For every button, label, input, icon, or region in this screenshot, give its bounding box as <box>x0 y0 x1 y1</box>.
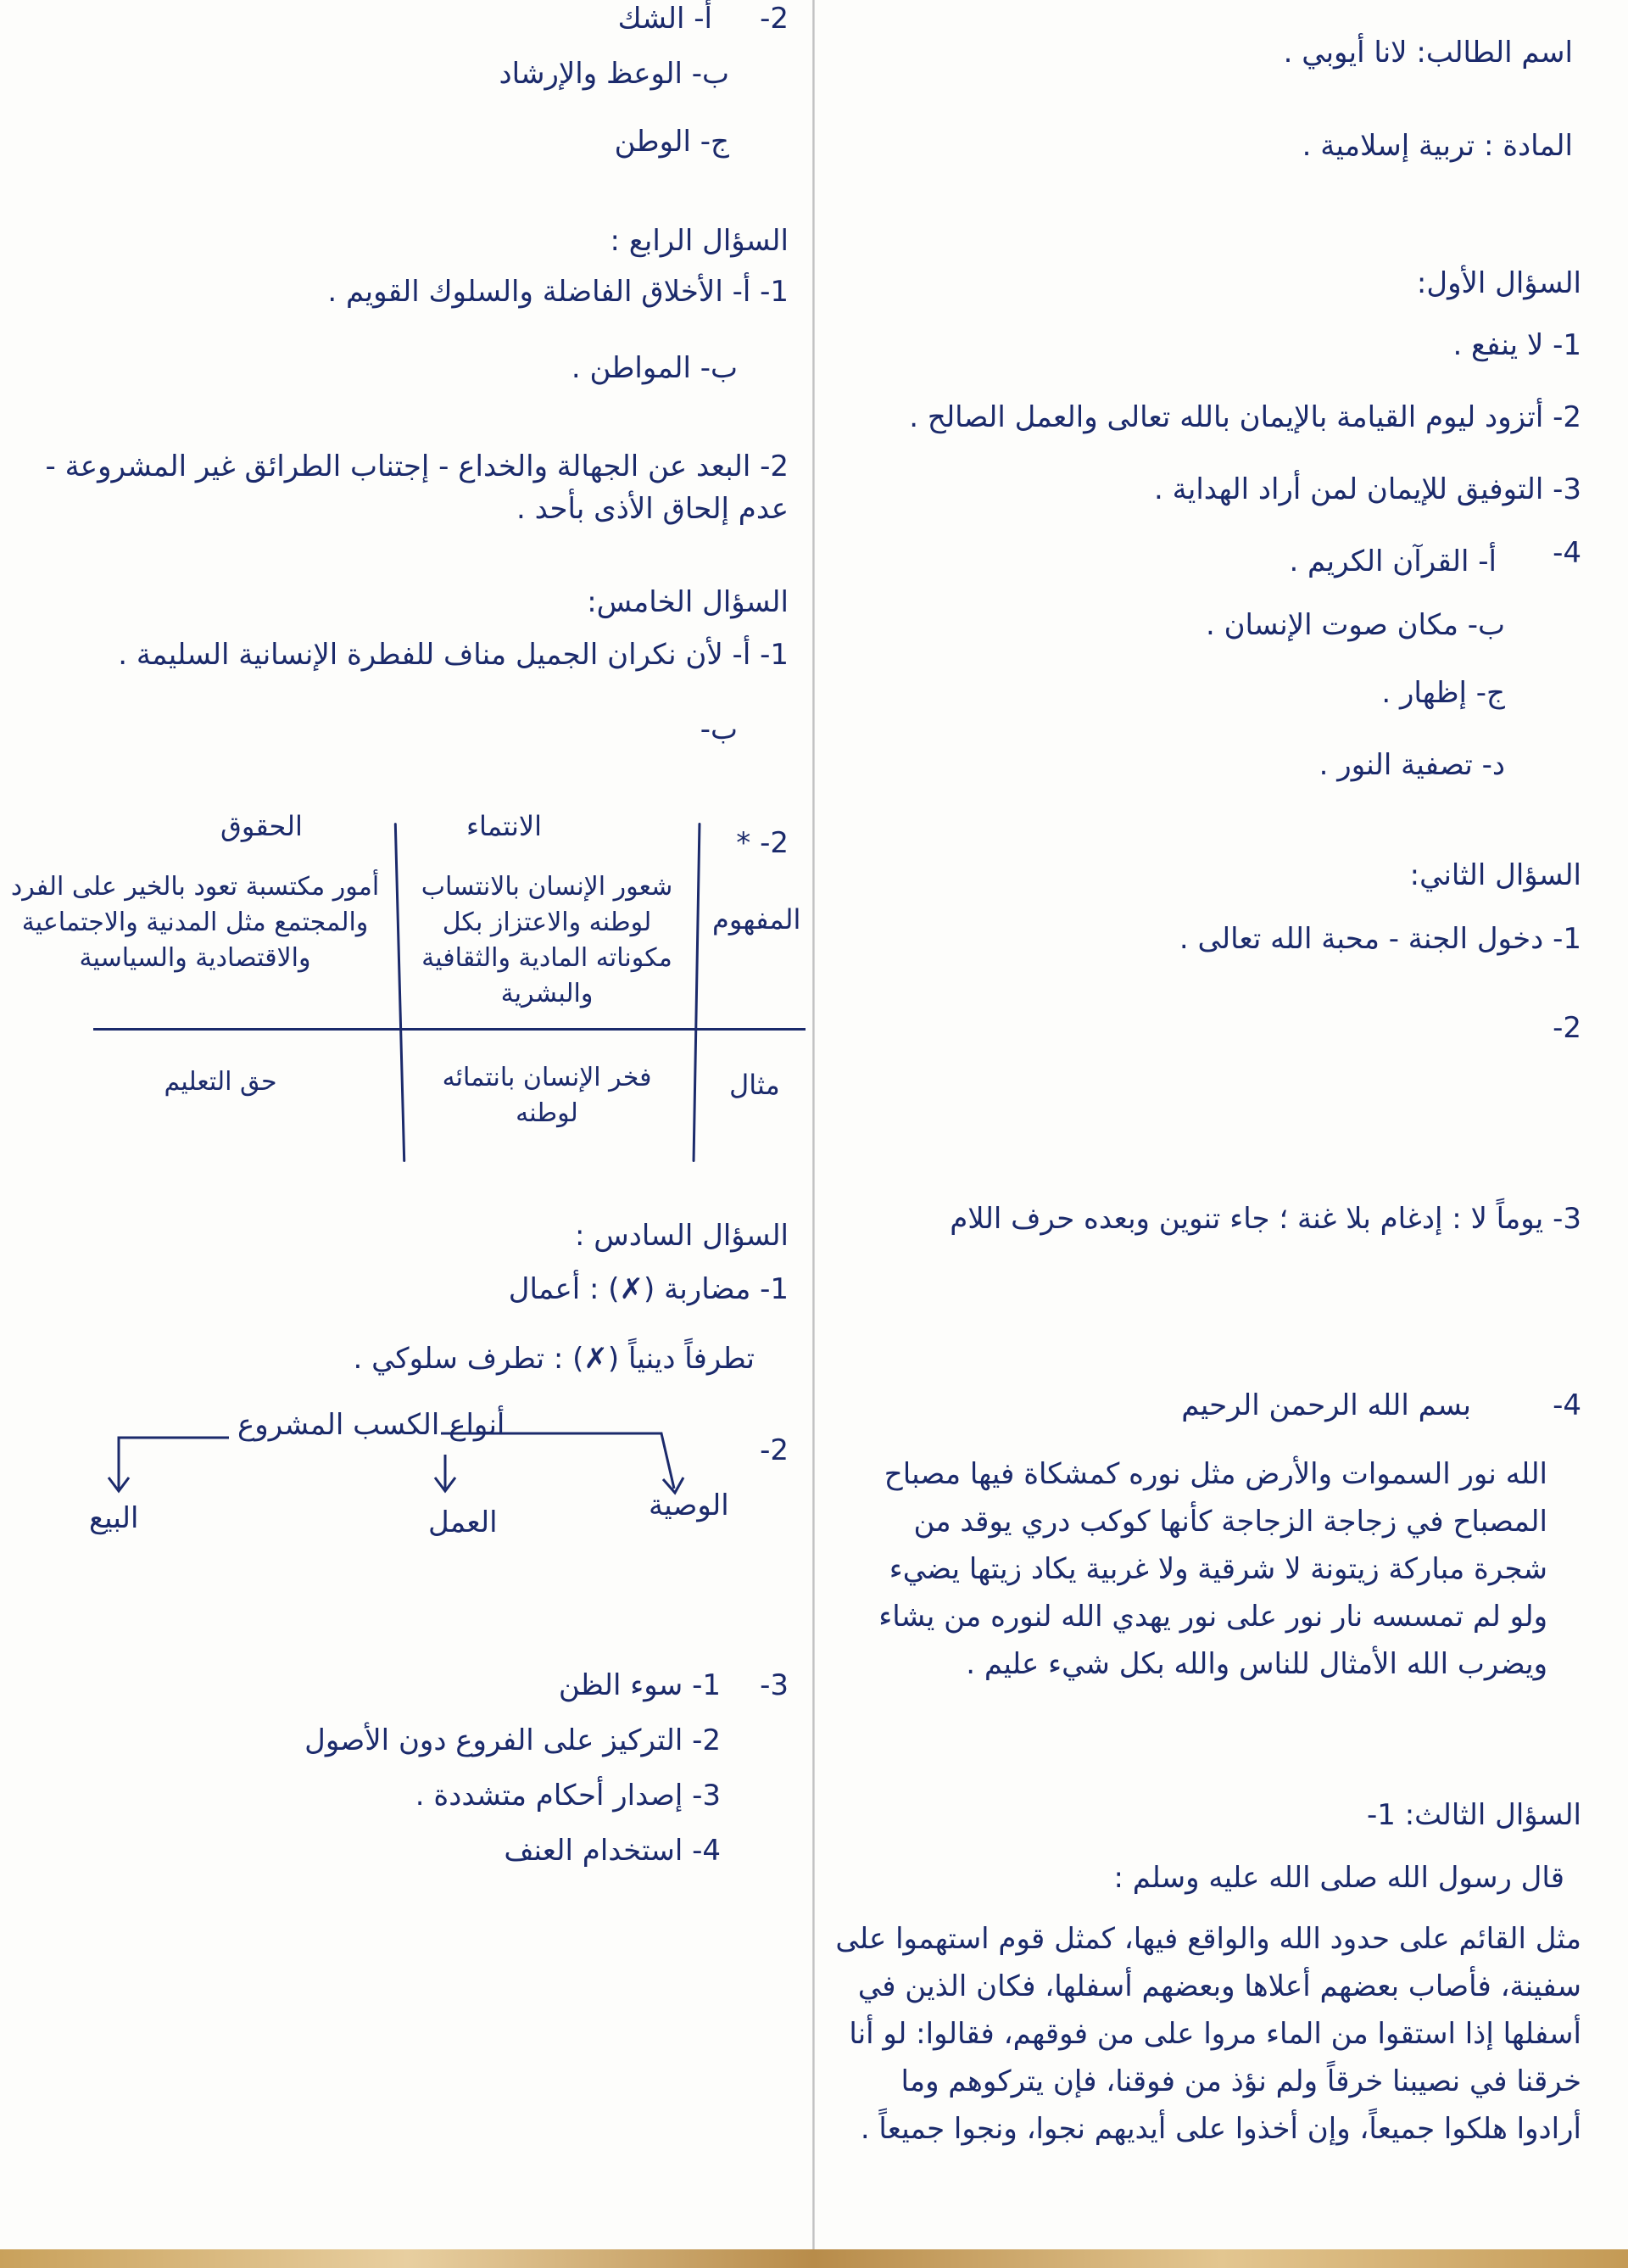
table-header-rights: الحقوق <box>220 810 303 842</box>
q4-title: السؤال الرابع : <box>610 224 789 258</box>
q6-answer-3-label: 3- <box>760 1668 789 1702</box>
q6-title: السؤال السادس : <box>574 1219 789 1253</box>
q5-answer-2-label: 2- * <box>736 826 789 860</box>
q1-answer-4c: ج- إظهار . <box>1381 676 1505 710</box>
table-cell-concept-rights: أمور مكتسبة تعود بالخير على الفرد والمجتمع مثل المدنية والاجتماعية والاقتصادية والسياسية <box>10 872 380 973</box>
q6-answer-1-line2: تطرفاً دينياً (✗) : تطرف سلوكي . <box>353 1342 755 1376</box>
q4-answer-1b: ب- المواطن . <box>571 351 738 385</box>
q6-answer-3-item-4: 4- استخدام العنف <box>504 1834 721 1868</box>
q1-answer-4b: ب- مكان صوت الإنسان . <box>1205 608 1505 642</box>
table-cell-concept-belonging: شعور الإنسان بالانتساب لوطنه والاعتزاز بكل مكوناته المادية والثقافية والبشرية <box>421 872 673 1008</box>
q5-answer-1a: 1- أ- لأن نكران الجميل مناف للفطرة الإنسانية السليمة . <box>118 638 789 672</box>
quran-verse: الله نور السموات والأرض مثل نوره كمشكاة فيها مصباح المصباح في زجاجة الزجاجة كأنها كوكب دري يوقد من شجرة مباركة زيتونة لا شرقية ولا غربية يكاد زيتها يضيء ولو لم تمسسه نار نور على نور يهدي الله لنوره من يشاء ويضرب الله الأمثال للناس والله بكل شيء عليم . <box>878 1457 1547 1681</box>
q6-answer-1-line1: 1- مضاربة (✗) : أعمال <box>508 1272 789 1306</box>
q6-answer-3-item-3: 3- إصدار أحكام متشددة . <box>415 1779 721 1813</box>
table-cell-example-belonging: فخر الإنسان بانتمائه لوطنه <box>442 1063 652 1128</box>
q6-answer-3-item-2: 2- التركيز على الفروع دون الأصول <box>304 1723 721 1757</box>
q4-answer-1a: 1- أ- الأخلاق الفاضلة والسلوك القويم . <box>327 275 789 309</box>
q3-title: السؤال الثالث: 1- <box>1366 1798 1581 1832</box>
q3-answer-2c: ج- الوطن <box>614 125 729 159</box>
lawful-earning-tree <box>8 1408 806 1552</box>
q3-answer-2a: أ- الشك <box>617 2 712 36</box>
q6-answer-3-item-1: 1- سوء الظن <box>558 1668 721 1702</box>
basmala: بسم الله الرحمن الرحيم <box>1181 1388 1471 1422</box>
q3-answer-2-label: 2- <box>760 2 789 36</box>
subject-name: المادة : تربية إسلامية . <box>1302 129 1573 163</box>
hadith-intro: قال رسول الله صلى الله عليه وسلم : <box>1113 1861 1564 1895</box>
table-divider-horizontal <box>93 1028 806 1031</box>
tree-leaf-work: العمل <box>428 1505 498 1539</box>
hadith-text: مثل القائم على حدود الله والواقع فيها، كمثل قوم استهموا على سفينة، فأصاب بعضهم أعلاها وبعضهم أسفلها، فكان الذين في أسفلها إذا استقوا من الماء مروا على من فوقهم، فقالوا: لو أنا خرقنا في نصيبنا خرقاً ولم نؤذ من فوقنا، فإن يتركوهم وما أرادوا هلكوا جميعاً، وإن أخذوا على أيديهم نجوا، ونجوا جميعاً . <box>835 1922 1581 2146</box>
q2-answer-4-label: 4- <box>1553 1388 1581 1422</box>
paper-edge <box>0 2249 1628 2268</box>
q1-answer-3: 3- التوفيق للإيمان لمن أراد الهداية . <box>1154 472 1581 506</box>
column-divider <box>812 0 815 2268</box>
table-divider-vertical-2 <box>693 823 701 1162</box>
q5-title: السؤال الخامس: <box>587 585 789 619</box>
q1-answer-2: 2- أتزود ليوم القيامة بالإيمان بالله تعالى والعمل الصالح . <box>909 400 1581 434</box>
q1-answer-4d: د- تصفية النور . <box>1319 748 1505 782</box>
q1-answer-1: 1- لا ينفع . <box>1452 328 1581 362</box>
q2-answer-2: 2- <box>1553 1011 1581 1045</box>
table-divider-vertical-1 <box>394 823 405 1162</box>
table-cell-example-rights: حق التعليم <box>164 1067 277 1097</box>
q2-answer-3: 3- يوماً لا : إدغام بلا غنة ؛ جاء تنوين وبعده حرف اللام <box>950 1202 1581 1236</box>
q1-answer-4-label: 4- <box>1553 536 1581 570</box>
q6-answer-2-label: 2- <box>760 1433 789 1467</box>
table-header-belonging: الانتماء <box>466 810 542 842</box>
belonging-rights-table <box>8 806 806 1170</box>
q2-answer-1: 1- دخول الجنة - محبة الله تعالى . <box>1179 922 1581 956</box>
right-column <box>835 0 1598 2268</box>
table-row-example: مثال <box>729 1069 780 1101</box>
q1-title: السؤال الأول: <box>1416 266 1581 300</box>
tree-root: أنواع الكسب المشروع <box>237 1408 505 1442</box>
student-name: اسم الطالب: لانا أيوبي . <box>1283 36 1573 70</box>
tree-leaf-sale: البيع <box>89 1501 139 1535</box>
tree-leaf-will: الوصية <box>649 1489 729 1522</box>
q5-answer-1b: ب- <box>700 712 738 746</box>
q3-answer-2b: ب- الوعظ والإرشاد <box>499 57 729 91</box>
q4-answer-2: 2- البعد عن الجهالة والخداع - إجتناب الطرائق غير المشروعة - عدم إلحاق الأذى بأحد . <box>45 450 789 526</box>
table-row-concept: المفهوم <box>712 903 801 936</box>
q2-title: السؤال الثاني: <box>1409 858 1581 892</box>
q1-answer-4a: أ- القرآن الكريم . <box>1289 545 1497 578</box>
